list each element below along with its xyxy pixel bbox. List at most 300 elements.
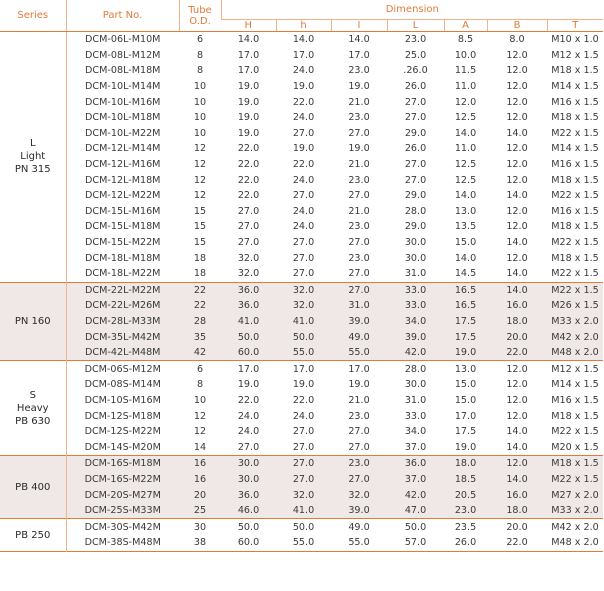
cell-part-no: DCM-12S-M18M (66, 408, 179, 424)
cell-a: 12.5 (444, 172, 487, 188)
cell-i: 31.0 (331, 298, 387, 314)
table-row (0, 393, 603, 409)
cell-a: 18.0 (444, 456, 487, 472)
table-row (0, 487, 603, 503)
cell-i: 17.0 (331, 361, 387, 377)
table-row (0, 361, 603, 377)
cell-a: 20.5 (444, 487, 487, 503)
cell-a: 19.0 (444, 439, 487, 455)
cell-i: 23.0 (331, 250, 387, 266)
cell-i: 27.0 (331, 472, 387, 488)
cell-t: M18 x 1.5 (547, 63, 603, 79)
cell-b: 14.0 (487, 282, 547, 298)
cell-t: M48 x 2.0 (547, 535, 603, 551)
cell-h-lower: 22.0 (276, 157, 331, 173)
series-group (0, 519, 603, 551)
cell-h-upper: 60.0 (221, 535, 276, 551)
cell-h-lower: 19.0 (276, 141, 331, 157)
cell-b: 14.0 (487, 126, 547, 142)
cell-l: 37.0 (387, 472, 444, 488)
cell-h-upper: 24.0 (221, 408, 276, 424)
cell-h-lower: 24.0 (276, 63, 331, 79)
cell-l: 27.0 (387, 172, 444, 188)
cell-part-no: DCM-42L-M48M (66, 345, 179, 361)
cell-part-no: DCM-06S-M12M (66, 361, 179, 377)
cell-tube-od: 8 (179, 377, 221, 393)
cell-part-no: DCM-15L-M22M (66, 235, 179, 251)
cell-t: M22 x 1.5 (547, 282, 603, 298)
series-group (0, 361, 603, 456)
cell-l: 28.0 (387, 361, 444, 377)
cell-tube-od: 20 (179, 487, 221, 503)
cell-part-no: DCM-10L-M16M (66, 94, 179, 110)
cell-i: 27.0 (331, 282, 387, 298)
cell-a: 15.0 (444, 235, 487, 251)
cell-h-upper: 19.0 (221, 377, 276, 393)
cell-a: 13.5 (444, 219, 487, 235)
cell-a: 12.5 (444, 110, 487, 126)
table-row (0, 219, 603, 235)
cell-t: M12 x 1.5 (547, 48, 603, 64)
cell-l: 25.0 (387, 48, 444, 64)
cell-h-lower: 24.0 (276, 204, 331, 220)
cell-i: 27.0 (331, 188, 387, 204)
series-label-line: PB 250 (15, 529, 51, 541)
cell-i: 39.0 (331, 503, 387, 519)
cell-i: 55.0 (331, 535, 387, 551)
cell-tube-od: 10 (179, 393, 221, 409)
table-row (0, 126, 603, 142)
cell-t: M42 x 2.0 (547, 519, 603, 535)
series-label-line: PB 400 (15, 481, 51, 493)
cell-l: 42.0 (387, 487, 444, 503)
cell-l: 28.0 (387, 204, 444, 220)
cell-b: 14.0 (487, 439, 547, 455)
table-row (0, 188, 603, 204)
cell-a: 15.0 (444, 393, 487, 409)
cell-h-lower: 24.0 (276, 219, 331, 235)
cell-part-no: DCM-38S-M48M (66, 535, 179, 551)
series-label-line: L (29, 138, 36, 150)
series-label-line: Heavy (16, 402, 49, 414)
cell-l: 36.0 (387, 456, 444, 472)
cell-h-lower: 55.0 (276, 345, 331, 361)
series-group (0, 282, 603, 361)
cell-a: 13.0 (444, 204, 487, 220)
cell-i: 23.0 (331, 110, 387, 126)
cell-a: 17.5 (444, 329, 487, 345)
cell-a: 18.5 (444, 472, 487, 488)
header-dimension: Dimension (221, 0, 603, 20)
cell-h-lower: 41.0 (276, 503, 331, 519)
table-row (0, 314, 603, 330)
table-row (0, 472, 603, 488)
cell-t: M18 x 1.5 (547, 250, 603, 266)
cell-part-no: DCM-10L-M18M (66, 110, 179, 126)
cell-part-no: DCM-30S-M42M (66, 519, 179, 535)
cell-h-lower: 27.0 (276, 235, 331, 251)
cell-tube-od: 12 (179, 141, 221, 157)
cell-h-upper: 27.0 (221, 204, 276, 220)
cell-l: 23.0 (387, 32, 444, 48)
cell-h-upper: 17.0 (221, 48, 276, 64)
cell-part-no: DCM-35L-M42M (66, 329, 179, 345)
cell-tube-od: 12 (179, 424, 221, 440)
cell-h-upper: 19.0 (221, 94, 276, 110)
cell-l: 42.0 (387, 345, 444, 361)
cell-h-upper: 19.0 (221, 79, 276, 95)
cell-t: M26 x 1.5 (547, 298, 603, 314)
cell-h-lower: 22.0 (276, 94, 331, 110)
cell-tube-od: 16 (179, 472, 221, 488)
cell-i: 27.0 (331, 126, 387, 142)
cell-i: 19.0 (331, 377, 387, 393)
cell-t: M33 x 2.0 (547, 503, 603, 519)
cell-t: M48 x 2.0 (547, 345, 603, 361)
cell-h-upper: 30.0 (221, 456, 276, 472)
cell-b: 12.0 (487, 94, 547, 110)
cell-h-upper: 19.0 (221, 110, 276, 126)
cell-t: M22 x 1.5 (547, 126, 603, 142)
cell-h-lower: 32.0 (276, 298, 331, 314)
header-col-7: T (547, 20, 603, 32)
cell-b: 20.0 (487, 329, 547, 345)
series-label-line: S (29, 389, 36, 401)
header-tube-od-line2: O.D. (189, 15, 211, 27)
cell-i: 32.0 (331, 487, 387, 503)
cell-h-lower: 32.0 (276, 282, 331, 298)
cell-a: 12.5 (444, 157, 487, 173)
cell-h-upper: 32.0 (221, 250, 276, 266)
cell-l: 33.0 (387, 298, 444, 314)
cell-t: M22 x 1.5 (547, 188, 603, 204)
cell-i: 21.0 (331, 204, 387, 220)
cell-part-no: DCM-12L-M14M (66, 141, 179, 157)
cell-a: 19.0 (444, 345, 487, 361)
table-row (0, 250, 603, 266)
cell-tube-od: 38 (179, 535, 221, 551)
cell-part-no: DCM-08L-M18M (66, 63, 179, 79)
cell-tube-od: 12 (179, 188, 221, 204)
series-label-line: PN 315 (14, 164, 51, 176)
cell-h-upper: 22.0 (221, 157, 276, 173)
cell-l: 29.0 (387, 219, 444, 235)
cell-h-lower: 27.0 (276, 439, 331, 455)
cell-l: 26.0 (387, 79, 444, 95)
cell-b: 12.0 (487, 204, 547, 220)
cell-h-lower: 14.0 (276, 32, 331, 48)
cell-i: 17.0 (331, 48, 387, 64)
cell-a: 14.0 (444, 250, 487, 266)
cell-h-lower: 27.0 (276, 126, 331, 142)
cell-t: M10 x 1.0 (547, 32, 603, 48)
table-row (0, 503, 603, 519)
table-row (0, 266, 603, 282)
cell-h-lower: 19.0 (276, 377, 331, 393)
cell-part-no: DCM-16S-M22M (66, 472, 179, 488)
cell-h-upper: 36.0 (221, 282, 276, 298)
cell-a: 16.5 (444, 298, 487, 314)
cell-l: 27.0 (387, 157, 444, 173)
cell-part-no: DCM-10S-M16M (66, 393, 179, 409)
cell-t: M16 x 1.5 (547, 94, 603, 110)
cell-a: 10.0 (444, 48, 487, 64)
cell-h-upper: 24.0 (221, 424, 276, 440)
cell-i: 39.0 (331, 314, 387, 330)
cell-b: 12.0 (487, 219, 547, 235)
cell-tube-od: 12 (179, 157, 221, 173)
cell-b: 12.0 (487, 377, 547, 393)
cell-tube-od: 8 (179, 63, 221, 79)
table-row (0, 32, 603, 48)
cell-l: 33.0 (387, 282, 444, 298)
cell-h-upper: 22.0 (221, 188, 276, 204)
series-label-line: PN 160 (14, 315, 51, 327)
series-group (0, 456, 603, 519)
table-row (0, 377, 603, 393)
cell-tube-od: 25 (179, 503, 221, 519)
header-col-3: I (331, 20, 387, 32)
cell-h-lower: 22.0 (276, 393, 331, 409)
cell-t: M14 x 1.5 (547, 141, 603, 157)
cell-h-lower: 17.0 (276, 361, 331, 377)
cell-t: M27 x 2.0 (547, 487, 603, 503)
cell-tube-od: 15 (179, 219, 221, 235)
cell-tube-od: 15 (179, 235, 221, 251)
table-row (0, 424, 603, 440)
table-row (0, 63, 603, 79)
header-tube-od-line1: Tube (188, 4, 212, 16)
cell-l: .26.0 (387, 63, 444, 79)
cell-b: 20.0 (487, 519, 547, 535)
cell-part-no: DCM-15L-M16M (66, 204, 179, 220)
cell-a: 17.5 (444, 314, 487, 330)
cell-tube-od: 12 (179, 172, 221, 188)
cell-b: 14.0 (487, 266, 547, 282)
cell-l: 57.0 (387, 535, 444, 551)
cell-part-no: DCM-22L-M26M (66, 298, 179, 314)
cell-t: M22 x 1.5 (547, 266, 603, 282)
header-part-no: Part No. (66, 0, 179, 32)
cell-tube-od: 15 (179, 204, 221, 220)
cell-h-upper: 27.0 (221, 439, 276, 455)
series-label (0, 519, 66, 551)
cell-part-no: DCM-12L-M16M (66, 157, 179, 173)
cell-tube-od: 35 (179, 329, 221, 345)
cell-h-upper: 22.0 (221, 172, 276, 188)
cell-l: 34.0 (387, 424, 444, 440)
table-row (0, 408, 603, 424)
cell-h-upper: 32.0 (221, 266, 276, 282)
cell-h-upper: 22.0 (221, 141, 276, 157)
table-row (0, 298, 603, 314)
cell-tube-od: 18 (179, 250, 221, 266)
cell-h-lower: 27.0 (276, 424, 331, 440)
cell-i: 19.0 (331, 79, 387, 95)
cell-b: 16.0 (487, 487, 547, 503)
cell-part-no: DCM-08S-M14M (66, 377, 179, 393)
cell-l: 29.0 (387, 188, 444, 204)
cell-part-no: DCM-28L-M33M (66, 314, 179, 330)
header-col-2: h (276, 20, 331, 32)
cell-a: 14.0 (444, 188, 487, 204)
cell-h-upper: 17.0 (221, 63, 276, 79)
cell-l: 31.0 (387, 266, 444, 282)
cell-a: 11.0 (444, 141, 487, 157)
cell-part-no: DCM-20S-M27M (66, 487, 179, 503)
cell-a: 13.0 (444, 361, 487, 377)
table-row (0, 141, 603, 157)
cell-b: 18.0 (487, 503, 547, 519)
cell-b: 16.0 (487, 298, 547, 314)
cell-l: 37.0 (387, 439, 444, 455)
cell-part-no: DCM-16S-M18M (66, 456, 179, 472)
cell-l: 39.0 (387, 329, 444, 345)
header-col-6: B (487, 20, 547, 32)
cell-h-lower: 55.0 (276, 535, 331, 551)
cell-tube-od: 14 (179, 439, 221, 455)
cell-l: 30.0 (387, 250, 444, 266)
cell-tube-od: 10 (179, 94, 221, 110)
series-label-line: Light (20, 151, 46, 163)
cell-l: 31.0 (387, 393, 444, 409)
cell-l: 29.0 (387, 126, 444, 142)
cell-i: 27.0 (331, 439, 387, 455)
cell-i: 21.0 (331, 94, 387, 110)
cell-h-lower: 27.0 (276, 188, 331, 204)
cell-a: 12.0 (444, 94, 487, 110)
header-col-5: A (444, 20, 487, 32)
table-row (0, 456, 603, 472)
cell-h-lower: 41.0 (276, 314, 331, 330)
cell-h-lower: 50.0 (276, 519, 331, 535)
cell-b: 12.0 (487, 141, 547, 157)
cell-a: 11.5 (444, 63, 487, 79)
cell-b: 14.0 (487, 424, 547, 440)
cell-tube-od: 30 (179, 519, 221, 535)
cell-tube-od: 18 (179, 266, 221, 282)
cell-l: 34.0 (387, 314, 444, 330)
series-label (0, 282, 66, 361)
cell-h-upper: 50.0 (221, 329, 276, 345)
cell-i: 27.0 (331, 424, 387, 440)
cell-i: 23.0 (331, 172, 387, 188)
cell-h-upper: 36.0 (221, 298, 276, 314)
cell-b: 12.0 (487, 157, 547, 173)
cell-part-no: DCM-18L-M18M (66, 250, 179, 266)
cell-t: M18 x 1.5 (547, 172, 603, 188)
cell-h-lower: 19.0 (276, 79, 331, 95)
cell-a: 23.5 (444, 519, 487, 535)
cell-a: 14.0 (444, 126, 487, 142)
cell-t: M18 x 1.5 (547, 408, 603, 424)
cell-t: M16 x 1.5 (547, 204, 603, 220)
table-row (0, 282, 603, 298)
table-row (0, 172, 603, 188)
cell-b: 8.0 (487, 32, 547, 48)
cell-h-lower: 24.0 (276, 408, 331, 424)
cell-h-upper: 60.0 (221, 345, 276, 361)
cell-h-lower: 32.0 (276, 487, 331, 503)
cell-t: M33 x 2.0 (547, 314, 603, 330)
cell-t: M22 x 1.5 (547, 424, 603, 440)
cell-l: 33.0 (387, 408, 444, 424)
cell-l: 27.0 (387, 94, 444, 110)
cell-l: 26.0 (387, 141, 444, 157)
cell-h-lower: 17.0 (276, 48, 331, 64)
cell-part-no: DCM-18L-M22M (66, 266, 179, 282)
cell-tube-od: 28 (179, 314, 221, 330)
cell-h-upper: 14.0 (221, 32, 276, 48)
cell-part-no: DCM-10L-M14M (66, 79, 179, 95)
cell-i: 14.0 (331, 32, 387, 48)
cell-b: 12.0 (487, 408, 547, 424)
cell-h-lower: 24.0 (276, 172, 331, 188)
cell-t: M18 x 1.5 (547, 219, 603, 235)
cell-part-no: DCM-08L-M12M (66, 48, 179, 64)
table-row (0, 329, 603, 345)
cell-i: 23.0 (331, 408, 387, 424)
cell-i: 27.0 (331, 235, 387, 251)
cell-b: 12.0 (487, 456, 547, 472)
cell-h-upper: 50.0 (221, 519, 276, 535)
cell-b: 12.0 (487, 361, 547, 377)
cell-a: 8.5 (444, 32, 487, 48)
table-row (0, 439, 603, 455)
cell-h-upper: 17.0 (221, 361, 276, 377)
cell-part-no: DCM-22L-M22M (66, 282, 179, 298)
table-row (0, 535, 603, 551)
table-row (0, 157, 603, 173)
header-series: Series (0, 0, 66, 32)
cell-h-upper: 22.0 (221, 393, 276, 409)
table-row (0, 79, 603, 95)
cell-i: 27.0 (331, 266, 387, 282)
cell-part-no: DCM-12L-M22M (66, 188, 179, 204)
table-row (0, 519, 603, 535)
cell-l: 50.0 (387, 519, 444, 535)
table-row (0, 110, 603, 126)
cell-l: 47.0 (387, 503, 444, 519)
cell-tube-od: 6 (179, 32, 221, 48)
cell-tube-od: 8 (179, 48, 221, 64)
cell-b: 22.0 (487, 535, 547, 551)
table-row (0, 204, 603, 220)
header-tube-od (179, 0, 221, 32)
cell-tube-od: 12 (179, 408, 221, 424)
cell-tube-od: 6 (179, 361, 221, 377)
series-label (0, 456, 66, 519)
cell-i: 55.0 (331, 345, 387, 361)
cell-h-lower: 27.0 (276, 456, 331, 472)
cell-part-no: DCM-06L-M10M (66, 32, 179, 48)
cell-t: M16 x 1.5 (547, 157, 603, 173)
cell-part-no: DCM-15L-M18M (66, 219, 179, 235)
series-group (0, 32, 603, 283)
cell-tube-od: 42 (179, 345, 221, 361)
cell-l: 30.0 (387, 235, 444, 251)
cell-i: 49.0 (331, 329, 387, 345)
cell-i: 21.0 (331, 393, 387, 409)
cell-b: 14.0 (487, 235, 547, 251)
cell-b: 14.0 (487, 472, 547, 488)
cell-i: 19.0 (331, 141, 387, 157)
cell-tube-od: 10 (179, 110, 221, 126)
table-row (0, 345, 603, 361)
cell-h-upper: 30.0 (221, 472, 276, 488)
header-col-1: H (221, 20, 276, 32)
cell-h-upper: 19.0 (221, 126, 276, 142)
